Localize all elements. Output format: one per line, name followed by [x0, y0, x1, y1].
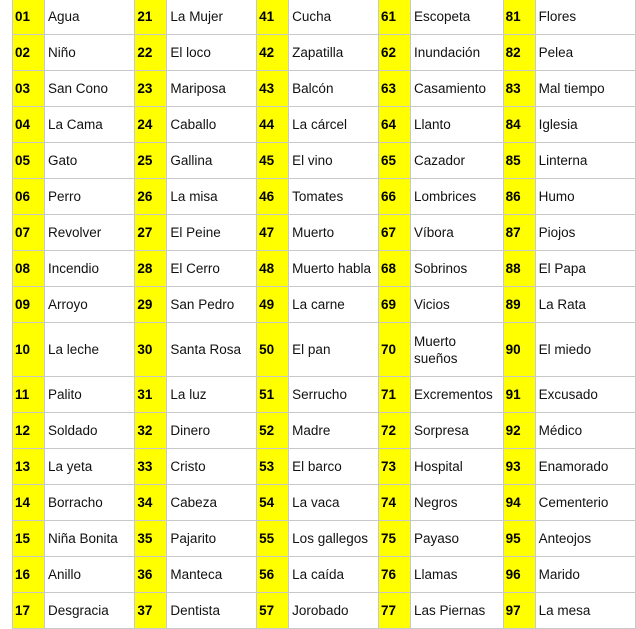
number-cell: 01 [13, 0, 45, 35]
table-row [13, 413, 636, 449]
meaning-cell: El Peine [167, 215, 257, 251]
meaning-cell: Marido [535, 557, 635, 593]
number-cell: 10 [13, 323, 45, 377]
meaning-cell: La Rata [535, 287, 635, 323]
meaning-cell: Escopeta [411, 0, 504, 35]
meaning-cell: El loco [167, 35, 257, 71]
number-cell: 77 [379, 593, 411, 629]
meaning-cell: La Cama [45, 107, 135, 143]
meaning-cell: Borracho [45, 485, 135, 521]
number-cell: 61 [379, 0, 411, 35]
table-row [13, 251, 636, 287]
number-cell: 07 [13, 215, 45, 251]
meaning-cell: Humo [535, 179, 635, 215]
number-cell: 25 [135, 143, 167, 179]
number-cell: 41 [257, 0, 289, 35]
table-row [13, 485, 636, 521]
number-cell: 72 [379, 413, 411, 449]
meaning-cell: La vaca [289, 485, 379, 521]
table-row [13, 557, 636, 593]
number-cell: 02 [13, 35, 45, 71]
meaning-cell: Revolver [45, 215, 135, 251]
number-cell: 93 [503, 449, 535, 485]
number-cell: 52 [257, 413, 289, 449]
number-cell: 46 [257, 179, 289, 215]
number-cell: 66 [379, 179, 411, 215]
meaning-cell: Niña Bonita [45, 521, 135, 557]
meaning-cell: Cazador [411, 143, 504, 179]
number-cell: 57 [257, 593, 289, 629]
number-cell: 35 [135, 521, 167, 557]
meaning-cell: El Papa [535, 251, 635, 287]
meaning-cell: Inundación [411, 35, 504, 71]
meaning-cell: Jorobado [289, 593, 379, 629]
meaning-cell: Piojos [535, 215, 635, 251]
meaning-cell: Santa Rosa [167, 323, 257, 377]
meaning-cell: Madre [289, 413, 379, 449]
number-cell: 45 [257, 143, 289, 179]
meaning-cell: El pan [289, 323, 379, 377]
number-cell: 90 [503, 323, 535, 377]
meaning-cell: Zapatilla [289, 35, 379, 71]
meaning-cell: Cementerio [535, 485, 635, 521]
number-cell: 48 [257, 251, 289, 287]
meaning-cell: Gallina [167, 143, 257, 179]
table-row [13, 0, 636, 35]
number-cell: 75 [379, 521, 411, 557]
number-cell: 08 [13, 251, 45, 287]
meaning-cell: Pelea [535, 35, 635, 71]
number-cell: 96 [503, 557, 535, 593]
number-cell: 42 [257, 35, 289, 71]
number-cell: 55 [257, 521, 289, 557]
number-cell: 74 [379, 485, 411, 521]
meaning-cell: Víbora [411, 215, 504, 251]
number-cell: 11 [13, 377, 45, 413]
number-cell: 34 [135, 485, 167, 521]
meaning-cell: Llamas [411, 557, 504, 593]
number-cell: 83 [503, 71, 535, 107]
number-cell: 36 [135, 557, 167, 593]
meaning-cell: Tomates [289, 179, 379, 215]
meaning-cell: Cucha [289, 0, 379, 35]
number-cell: 64 [379, 107, 411, 143]
number-cell: 69 [379, 287, 411, 323]
number-cell: 88 [503, 251, 535, 287]
number-cell: 27 [135, 215, 167, 251]
meaning-cell: Niño [45, 35, 135, 71]
table-row [13, 287, 636, 323]
meaning-cell: Las Piernas [411, 593, 504, 629]
table-row [13, 377, 636, 413]
number-cell: 14 [13, 485, 45, 521]
number-cell: 09 [13, 287, 45, 323]
table-row [13, 35, 636, 71]
meaning-cell: Dinero [167, 413, 257, 449]
number-cell: 31 [135, 377, 167, 413]
meaning-cell: El Cerro [167, 251, 257, 287]
number-cell: 13 [13, 449, 45, 485]
meaning-cell: Cristo [167, 449, 257, 485]
number-cell: 76 [379, 557, 411, 593]
number-cell: 53 [257, 449, 289, 485]
meaning-cell: La mesa [535, 593, 635, 629]
meaning-cell: El vino [289, 143, 379, 179]
table-row [13, 71, 636, 107]
number-cell: 94 [503, 485, 535, 521]
meaning-cell: Desgracia [45, 593, 135, 629]
meaning-cell: Perro [45, 179, 135, 215]
number-cell: 63 [379, 71, 411, 107]
number-cell: 85 [503, 143, 535, 179]
number-cell: 26 [135, 179, 167, 215]
meaning-cell: Negros [411, 485, 504, 521]
meaning-cell: Linterna [535, 143, 635, 179]
meaning-cell: Cabeza [167, 485, 257, 521]
meaning-cell: Pajarito [167, 521, 257, 557]
number-cell: 67 [379, 215, 411, 251]
meaning-cell: Muerto habla [289, 251, 379, 287]
table-row [13, 593, 636, 629]
number-cell: 97 [503, 593, 535, 629]
number-cell: 65 [379, 143, 411, 179]
meaning-cell: Incendio [45, 251, 135, 287]
meaning-cell: Llanto [411, 107, 504, 143]
number-cell: 44 [257, 107, 289, 143]
meaning-cell: La cárcel [289, 107, 379, 143]
meaning-cell: Enamorado [535, 449, 635, 485]
number-cell: 91 [503, 377, 535, 413]
meaning-cell: El miedo [535, 323, 635, 377]
number-cell: 37 [135, 593, 167, 629]
number-cell: 68 [379, 251, 411, 287]
number-cell: 05 [13, 143, 45, 179]
meaning-cell: La leche [45, 323, 135, 377]
meaning-cell: Los gallegos [289, 521, 379, 557]
number-cell: 86 [503, 179, 535, 215]
meaning-cell: Gato [45, 143, 135, 179]
number-cell: 32 [135, 413, 167, 449]
table-row [13, 449, 636, 485]
number-cell: 28 [135, 251, 167, 287]
number-cell: 04 [13, 107, 45, 143]
number-cell: 87 [503, 215, 535, 251]
table-row [13, 215, 636, 251]
meaning-cell: La carne [289, 287, 379, 323]
quiniela-dream-table [12, 0, 636, 629]
meaning-cell: La caída [289, 557, 379, 593]
meaning-cell: Agua [45, 0, 135, 35]
meaning-cell: Hospital [411, 449, 504, 485]
meaning-cell: Serrucho [289, 377, 379, 413]
number-cell: 82 [503, 35, 535, 71]
number-cell: 70 [379, 323, 411, 377]
meaning-cell: Soldado [45, 413, 135, 449]
meaning-cell: Casamiento [411, 71, 504, 107]
number-cell: 51 [257, 377, 289, 413]
number-cell: 03 [13, 71, 45, 107]
meaning-cell: Muerto sueños [411, 323, 504, 377]
meaning-cell: San Cono [45, 71, 135, 107]
meaning-cell: Anteojos [535, 521, 635, 557]
meaning-cell: La yeta [45, 449, 135, 485]
meaning-cell: Caballo [167, 107, 257, 143]
meaning-cell: Excusado [535, 377, 635, 413]
table-row [13, 179, 636, 215]
meaning-cell: Palito [45, 377, 135, 413]
meaning-cell: El barco [289, 449, 379, 485]
number-cell: 15 [13, 521, 45, 557]
meaning-cell: Anillo [45, 557, 135, 593]
number-cell: 33 [135, 449, 167, 485]
meaning-cell: Sobrinos [411, 251, 504, 287]
meaning-cell: Iglesia [535, 107, 635, 143]
meaning-cell: Flores [535, 0, 635, 35]
meaning-cell: Mal tiempo [535, 71, 635, 107]
table-row [13, 143, 636, 179]
number-cell: 92 [503, 413, 535, 449]
number-cell: 95 [503, 521, 535, 557]
meaning-cell: Mariposa [167, 71, 257, 107]
number-cell: 81 [503, 0, 535, 35]
meaning-cell: Médico [535, 413, 635, 449]
table-row [13, 521, 636, 557]
number-cell: 56 [257, 557, 289, 593]
number-cell: 47 [257, 215, 289, 251]
table-row [13, 323, 636, 377]
meaning-cell: Excrementos [411, 377, 504, 413]
number-cell: 12 [13, 413, 45, 449]
meaning-cell: Lombrices [411, 179, 504, 215]
number-cell: 30 [135, 323, 167, 377]
number-cell: 21 [135, 0, 167, 35]
number-cell: 17 [13, 593, 45, 629]
meaning-cell: Dentista [167, 593, 257, 629]
number-cell: 73 [379, 449, 411, 485]
number-cell: 29 [135, 287, 167, 323]
number-cell: 24 [135, 107, 167, 143]
number-cell: 89 [503, 287, 535, 323]
table-body [13, 0, 636, 629]
number-cell: 62 [379, 35, 411, 71]
number-cell: 22 [135, 35, 167, 71]
meaning-cell: Payaso [411, 521, 504, 557]
number-cell: 16 [13, 557, 45, 593]
number-cell: 23 [135, 71, 167, 107]
meaning-cell: La Mujer [167, 0, 257, 35]
meaning-cell: Muerto [289, 215, 379, 251]
number-cell: 43 [257, 71, 289, 107]
meaning-cell: La luz [167, 377, 257, 413]
meaning-cell: La misa [167, 179, 257, 215]
number-cell: 84 [503, 107, 535, 143]
table-row [13, 107, 636, 143]
meaning-cell: San Pedro [167, 287, 257, 323]
number-cell: 54 [257, 485, 289, 521]
meaning-cell: Manteca [167, 557, 257, 593]
meaning-cell: Balcón [289, 71, 379, 107]
meaning-cell: Vicios [411, 287, 504, 323]
number-cell: 49 [257, 287, 289, 323]
meaning-cell: Sorpresa [411, 413, 504, 449]
number-cell: 71 [379, 377, 411, 413]
meaning-cell: Arroyo [45, 287, 135, 323]
number-cell: 50 [257, 323, 289, 377]
number-cell: 06 [13, 179, 45, 215]
